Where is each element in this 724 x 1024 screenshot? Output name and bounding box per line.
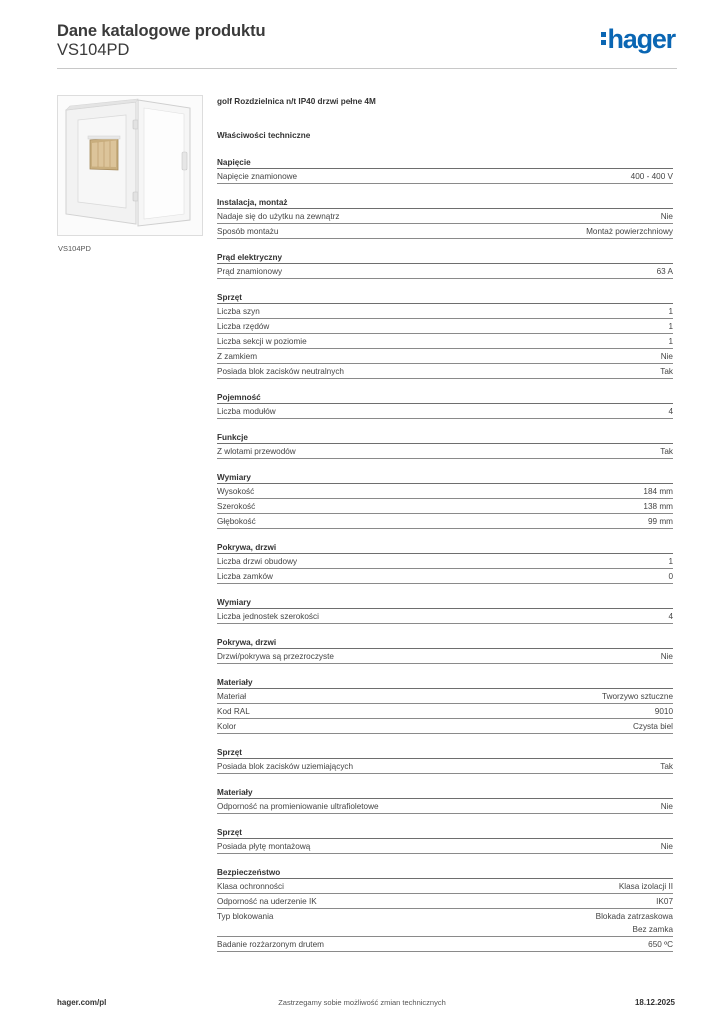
spec-value: 9010 <box>654 707 673 716</box>
section-title: Prąd elektryczny <box>217 252 673 264</box>
logo-text: hager <box>607 24 675 54</box>
section-title: Pokrywa, drzwi <box>217 637 673 649</box>
spec-label: Nadaje się do użytku na zewnątrz <box>217 212 340 221</box>
spec-value: 400 - 400 V <box>630 172 673 181</box>
spec-row <box>217 444 673 459</box>
spec-row <box>217 719 673 734</box>
spec-label: Liczba rzędów <box>217 322 270 331</box>
spec-label: Liczba modułów <box>217 407 276 416</box>
spec-value: 4 <box>668 407 673 416</box>
footer-website-link[interactable]: hager.com/pl <box>57 998 107 1007</box>
spec-row <box>217 484 673 499</box>
spec-section <box>217 472 673 529</box>
section-title: Pojemność <box>217 392 673 404</box>
spec-row <box>217 879 673 894</box>
properties-heading: Właściwości techniczne <box>217 131 311 140</box>
spec-value: IK07 <box>656 897 673 906</box>
spec-value: 99 mm <box>647 517 673 526</box>
section-title: Bezpieczeństwo <box>217 867 673 879</box>
spec-label: Sposób montażu <box>217 227 279 236</box>
footer-date: 18.12.2025 <box>634 998 675 1007</box>
spec-row <box>217 609 673 624</box>
spec-section <box>217 867 673 952</box>
hager-logo <box>601 24 675 54</box>
section-title: Pokrywa, drzwi <box>217 542 673 554</box>
spec-section <box>217 597 673 624</box>
section-title: Wymiary <box>217 472 673 484</box>
spec-value: 184 mm <box>643 487 673 496</box>
spec-label: Klasa ochronności <box>217 882 284 891</box>
spec-label: Z zamkiem <box>217 352 258 361</box>
spec-section <box>217 637 673 664</box>
spec-row <box>217 334 673 349</box>
spec-value: 1 <box>668 337 673 346</box>
spec-label: Szerokość <box>217 502 256 511</box>
spec-value: Nie <box>660 842 673 851</box>
spec-section <box>217 787 673 814</box>
spec-section <box>217 157 673 184</box>
spec-value: Montaż powierzchniowy <box>586 227 673 236</box>
spec-panel <box>217 96 673 952</box>
spec-value: Tak <box>660 447 673 456</box>
section-title: Napięcie <box>217 157 673 169</box>
spec-label: Liczba sekcji w poziomie <box>217 337 307 346</box>
section-title: Materiały <box>217 787 673 799</box>
spec-label: Odporność na promieniowanie ultrafioletowe <box>217 802 379 811</box>
spec-row <box>217 839 673 854</box>
spec-value: Czysta biel <box>632 722 673 731</box>
spec-row <box>217 569 673 584</box>
product-code: VS104PD <box>57 41 130 59</box>
product-title: golf Rozdzielnica n/t IP40 drzwi pełne 4M <box>217 97 376 106</box>
spec-row <box>217 224 673 239</box>
spec-value: Tak <box>660 367 673 376</box>
spec-row <box>217 799 673 814</box>
spec-section <box>217 432 673 459</box>
spec-value: 650 ºC <box>648 940 673 949</box>
spec-section <box>217 392 673 419</box>
spec-label: Kolor <box>217 722 237 731</box>
spec-row <box>217 704 673 719</box>
spec-section <box>217 252 673 279</box>
spec-value: Nie <box>660 802 673 811</box>
spec-row <box>217 894 673 909</box>
spec-label: Liczba szyn <box>217 307 260 316</box>
spec-value: 1 <box>668 307 673 316</box>
spec-value: 1 <box>668 322 673 331</box>
spec-value: Tworzywo sztuczne <box>602 692 673 701</box>
spec-value: 0 <box>668 572 673 581</box>
spec-row <box>217 404 673 419</box>
section-title: Wymiary <box>217 597 673 609</box>
section-title: Materiały <box>217 677 673 689</box>
spec-label: Napięcie znamionowe <box>217 172 298 181</box>
spec-value: 4 <box>668 612 673 621</box>
spec-row <box>217 909 673 937</box>
spec-row <box>217 499 673 514</box>
spec-label: Wysokość <box>217 487 255 496</box>
spec-label: Prąd znamionowy <box>217 267 283 276</box>
spec-label: Posiada blok zacisków uziemiających <box>217 762 354 771</box>
spec-label: Posiada płytę montażową <box>217 842 311 851</box>
spec-label: Typ blokowania <box>217 912 274 921</box>
section-title: Instalacja, montaż <box>217 197 673 209</box>
spec-row <box>217 514 673 529</box>
spec-section <box>217 197 673 239</box>
spec-value: Blokada zatrzaskowa Bez zamka <box>595 912 673 934</box>
spec-label: Liczba jednostek szerokości <box>217 612 319 621</box>
product-image <box>57 95 203 236</box>
section-title: Sprzęt <box>217 747 673 759</box>
spec-label: Posiada blok zacisków neutralnych <box>217 367 344 376</box>
spec-row <box>217 349 673 364</box>
section-title: Sprzęt <box>217 292 673 304</box>
spec-label: Odporność na uderzenie IK <box>217 897 317 906</box>
spec-section <box>217 677 673 734</box>
spec-row <box>217 304 673 319</box>
spec-section <box>217 827 673 854</box>
spec-label: Z wlotami przewodów <box>217 447 296 456</box>
spec-section <box>217 747 673 774</box>
spec-value: Nie <box>660 212 673 221</box>
spec-row <box>217 264 673 279</box>
section-title: Funkcje <box>217 432 673 444</box>
spec-row <box>217 209 673 224</box>
section-title: Sprzęt <box>217 827 673 839</box>
spec-row <box>217 364 673 379</box>
spec-value: 1 <box>668 557 673 566</box>
spec-value: Nie <box>660 652 673 661</box>
spec-row <box>217 554 673 569</box>
spec-row <box>217 759 673 774</box>
spec-label: Materiał <box>217 692 247 701</box>
header-divider <box>57 68 677 69</box>
spec-row <box>217 319 673 334</box>
logo-dots-icon <box>601 29 606 48</box>
spec-value: Klasa izolacji II <box>618 882 673 891</box>
spec-section <box>217 292 673 379</box>
spec-value: Nie <box>660 352 673 361</box>
spec-label: Liczba drzwi obudowy <box>217 557 298 566</box>
spec-row <box>217 649 673 664</box>
page-header <box>57 20 677 70</box>
spec-label: Kod RAL <box>217 707 250 716</box>
image-caption: VS104PD <box>58 244 91 253</box>
spec-row <box>217 689 673 704</box>
spec-label: Liczba zamków <box>217 572 273 581</box>
spec-row <box>217 169 673 184</box>
spec-value: 63 A <box>656 267 673 276</box>
footer-disclaimer: Zastrzegamy sobie możliwość zmian technicznych <box>278 998 446 1007</box>
spec-label: Drzwi/pokrywa są przezroczyste <box>217 652 334 661</box>
spec-row <box>217 937 673 952</box>
document-title: Dane katalogowe produktu <box>57 22 266 40</box>
spec-label: Głębokość <box>217 517 256 526</box>
spec-section <box>217 542 673 584</box>
spec-value: 138 mm <box>643 502 673 511</box>
spec-value: Tak <box>660 762 673 771</box>
spec-label: Badanie rozżarzonym drutem <box>217 940 324 949</box>
